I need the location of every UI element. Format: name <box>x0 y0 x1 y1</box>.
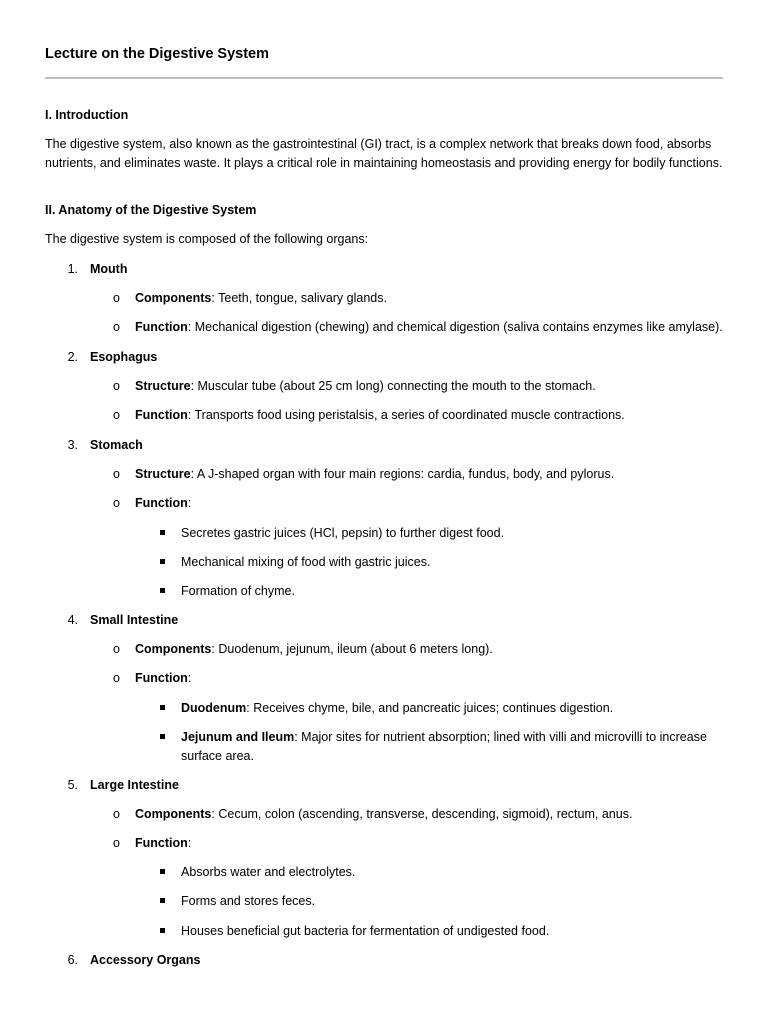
list-item <box>135 805 632 823</box>
item-label: Jejunum and Ileum <box>181 730 295 744</box>
item-label: Function <box>135 320 188 334</box>
sub-list-item: Forms and stores feces. <box>181 894 316 908</box>
organ-name: Accessory Organs <box>90 953 201 967</box>
list-item <box>135 834 191 852</box>
square-bullet <box>160 898 165 903</box>
intro-paragraph: The digestive system, also known as the gastrointestinal (GI) tract, is a complex network that breaks down food, absorbs nutrients, and eliminates waste. It plays a critical role in maintaining homeostasis and providing energy for bodily functions. <box>45 137 723 170</box>
list-item <box>135 465 614 483</box>
anatomy-lead-text: The digestive system is composed of the following organs: <box>45 232 369 246</box>
circle-bullet: o <box>113 320 120 334</box>
item-label: Function <box>135 836 188 850</box>
organ-name: Esophagus <box>90 350 158 364</box>
organ-name: Stomach <box>90 438 143 452</box>
square-bullet <box>160 559 165 564</box>
title-divider <box>45 77 723 79</box>
sub-list-item: Houses beneficial gut bacteria for fermentation of undigested food. <box>181 924 550 938</box>
circle-bullet: o <box>113 807 120 821</box>
list-number: 5. <box>67 778 78 792</box>
list-item <box>135 640 493 658</box>
item-text: : Cecum, colon (ascending, transverse, descending, sigmoid), rectum, anus. <box>211 807 633 821</box>
list-number: 2. <box>67 350 78 364</box>
circle-bullet: o <box>113 836 120 850</box>
item-text: : Teeth, tongue, salivary glands. <box>211 291 387 305</box>
sub-list-item: Absorbs water and electrolytes. <box>181 865 356 879</box>
sub-list-item <box>181 699 613 717</box>
list-item <box>135 377 596 395</box>
section-heading-anatomy: II. Anatomy of the Digestive System <box>45 203 257 217</box>
list-number: 4. <box>67 613 78 627</box>
organ-name: Mouth <box>90 262 128 276</box>
item-label: Function <box>135 671 188 685</box>
item-label: Components <box>135 642 212 656</box>
sub-list-item: Secretes gastric juices (HCl, pepsin) to further digest food. <box>181 526 505 540</box>
item-label: Components <box>135 291 212 305</box>
circle-bullet: o <box>113 671 120 685</box>
list-number: 3. <box>67 438 78 452</box>
square-bullet <box>160 869 165 874</box>
circle-bullet: o <box>113 496 120 510</box>
square-bullet <box>160 734 165 739</box>
item-label: Structure <box>135 379 191 393</box>
item-text: : Transports food using peristalsis, a series of coordinated muscle contractions. <box>187 408 625 422</box>
section-heading-introduction: I. Introduction <box>45 108 129 122</box>
item-label: Function <box>135 496 188 510</box>
list-item <box>135 406 625 424</box>
page-title: Lecture on the Digestive System <box>45 46 270 62</box>
square-bullet <box>160 705 165 710</box>
sub-list-item: Formation of chyme. <box>181 584 295 598</box>
item-text: : <box>187 671 192 685</box>
circle-bullet: o <box>113 379 120 393</box>
item-text: : <box>187 836 192 850</box>
list-item <box>135 669 191 687</box>
item-label: Components <box>135 807 212 821</box>
circle-bullet: o <box>113 408 120 422</box>
circle-bullet: o <box>113 467 120 481</box>
sub-list-item: Mechanical mixing of food with gastric juices. <box>181 555 431 569</box>
list-item <box>135 494 191 512</box>
item-label: Duodenum <box>181 701 247 715</box>
item-label: Function <box>135 408 188 422</box>
item-text: : Mechanical digestion (chewing) and chemical digestion (saliva contains enzymes like amylase). <box>187 320 723 334</box>
square-bullet <box>160 530 165 535</box>
square-bullet <box>160 928 165 933</box>
sub-list-item <box>181 728 741 765</box>
item-label: Structure <box>135 467 191 481</box>
organ-name: Large Intestine <box>90 778 179 792</box>
square-bullet <box>160 588 165 593</box>
list-item <box>135 289 387 307</box>
item-text: : Duodenum, jejunum, ileum (about 6 meters long). <box>211 642 493 656</box>
item-text: : <box>187 496 192 510</box>
item-text: : Major sites for nutrient absorption; lined with villi and microvilli to increase surface area. <box>181 730 707 763</box>
list-number: 1. <box>67 262 78 276</box>
item-text: : A J-shaped organ with four main regions: cardia, fundus, body, and pylorus. <box>190 467 615 481</box>
item-text: : Receives chyme, bile, and pancreatic juices; continues digestion. <box>246 701 614 715</box>
list-item <box>135 318 723 336</box>
list-number: 6. <box>67 953 78 967</box>
organ-name: Small Intestine <box>90 613 179 627</box>
circle-bullet: o <box>113 642 120 656</box>
item-text: : Muscular tube (about 25 cm long) connecting the mouth to the stomach. <box>190 379 596 393</box>
circle-bullet: o <box>113 291 120 305</box>
